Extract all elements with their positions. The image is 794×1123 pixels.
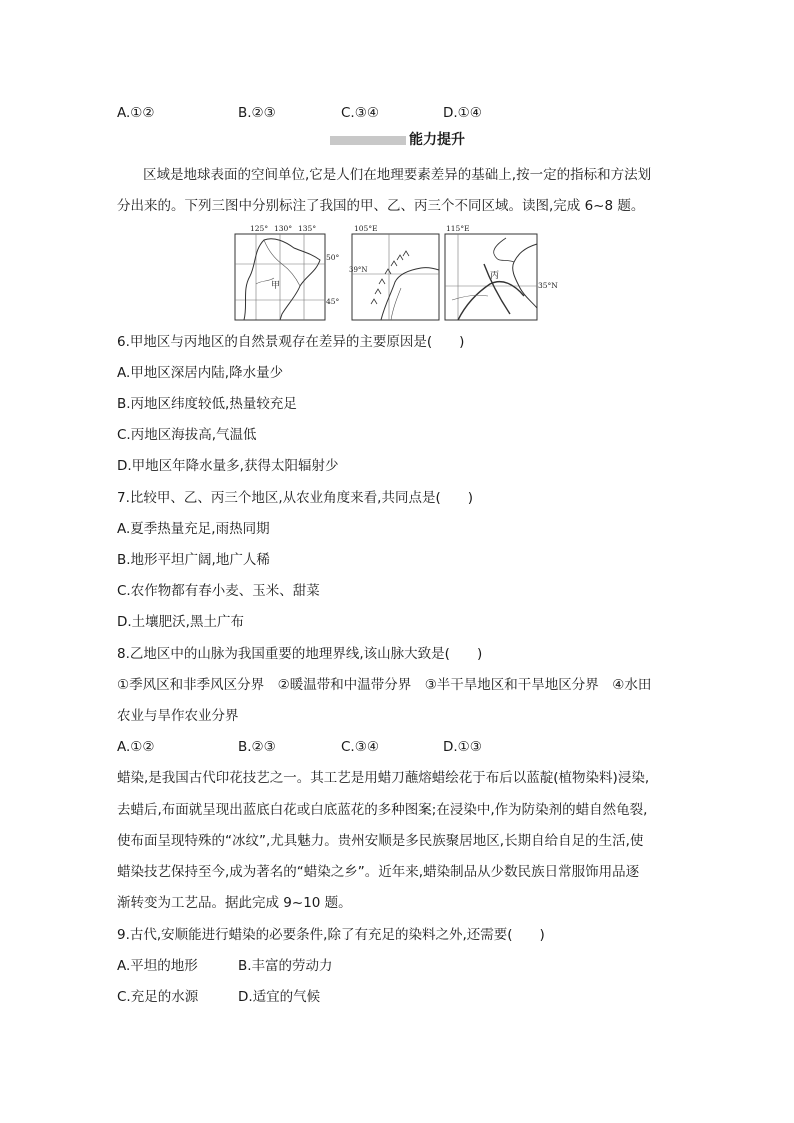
map-yi — [351, 224, 441, 322]
map-jia — [234, 224, 342, 322]
q5-option-c: C.③④ — [341, 105, 379, 121]
q9-option-c: C.充足的水源 — [117, 989, 199, 1005]
map-yi-lat-label: 39°N — [349, 266, 368, 274]
passage-line-2: 去蜡后,布面就呈现出蓝底白花或白底蓝花的多种图案;在浸染中,作为防染剂的蜡自然龟裂, — [117, 802, 648, 818]
map-bing — [444, 224, 564, 322]
map-jia-region-label: 甲 — [271, 281, 281, 291]
map-jia-lat-50: 50° — [326, 253, 340, 262]
map-jia-lat-45: 45° — [326, 297, 340, 306]
map-bing-lon-label: 115°E — [446, 224, 470, 233]
q9-option-b: B.丰富的劳动力 — [238, 958, 333, 974]
passage-line-1: 蜡染,是我国古代印花技艺之一。其工艺是用蜡刀蘸熔蜡绘花于布后以蓝靛(植物染料)浸染, — [117, 770, 650, 786]
q7-option-c: C.农作物都有春小麦、玉米、甜菜 — [117, 583, 320, 599]
q8-option-d: D.①③ — [443, 739, 482, 755]
q9-stem: 9.古代,安顺能进行蜡染的必要条件,除了有充足的染料之外,还需要( ) — [117, 927, 545, 943]
q6-option-a: A.甲地区深居内陆,降水量少 — [117, 365, 284, 381]
section-heading: 能力提升 — [409, 132, 465, 148]
passage-line-4: 蜡染技艺保持至今,成为著名的“蜡染之乡”。近年来,蜡染制品从少数民族日常服饰用品逐 — [117, 864, 640, 880]
q7-option-b: B.地形平坦广阔,地广人稀 — [117, 552, 270, 568]
q8-option-c: C.③④ — [341, 739, 379, 755]
q9-option-a: A.平坦的地形 — [117, 958, 198, 974]
q8-items-line-1: ①季风区和非季风区分界 ②暖温带和中温带分界 ③半干旱地区和干旱地区分界 ④水田 — [117, 677, 652, 693]
q6-option-d: D.甲地区年降水量多,获得太阳辐射少 — [117, 458, 339, 474]
intro-line-2: 分出来的。下列三图中分别标注了我国的甲、乙、丙三个不同区域。读图,完成 6~8 题。 — [117, 198, 645, 214]
q8-stem: 8.乙地区中的山脉为我国重要的地理界线,该山脉大致是( ) — [117, 646, 483, 662]
map-jia-lon-135: 135° — [298, 224, 317, 233]
q7-stem: 7.比较甲、乙、丙三个地区,从农业角度来看,共同点是( ) — [117, 490, 473, 506]
q7-option-a: A.夏季热量充足,雨热同期 — [117, 521, 270, 537]
q8-option-a: A.①② — [117, 739, 155, 755]
q8-items-line-2: 农业与旱作农业分界 — [117, 708, 239, 724]
map-yi-lon-label: 105°E — [354, 224, 378, 233]
q8-option-b: B.②③ — [238, 739, 276, 755]
section-heading-bar — [330, 136, 406, 145]
intro-line-1: 区域是地球表面的空间单位,它是人们在地理要素差异的基础上,按一定的指标和方法划 — [143, 167, 652, 183]
passage-line-5: 渐转变为工艺品。据此完成 9~10 题。 — [117, 895, 352, 911]
passage-line-3: 使布面呈现特殊的“冰纹”,尤具魅力。贵州安顺是多民族聚居地区,长期自给自足的生活,使 — [117, 833, 644, 849]
q9-option-d: D.适宜的气候 — [238, 989, 321, 1005]
map-jia-lon-130: 130° — [274, 224, 293, 233]
map-jia-lon-125: 125° — [250, 224, 269, 233]
q5-option-b: B.②③ — [238, 105, 276, 121]
q6-stem: 6.甲地区与丙地区的自然景观存在差异的主要原因是( ) — [117, 334, 465, 350]
q5-option-a: A.①② — [117, 105, 155, 121]
q7-option-d: D.土壤肥沃,黑土广布 — [117, 614, 244, 630]
q6-option-b: B.丙地区纬度较低,热量较充足 — [117, 396, 297, 412]
q5-option-d: D.①④ — [443, 105, 482, 121]
map-bing-lat-label: 35°N — [538, 281, 558, 290]
map-bing-region-label: 丙 — [490, 271, 500, 281]
q6-option-c: C.丙地区海拔高,气温低 — [117, 427, 257, 443]
